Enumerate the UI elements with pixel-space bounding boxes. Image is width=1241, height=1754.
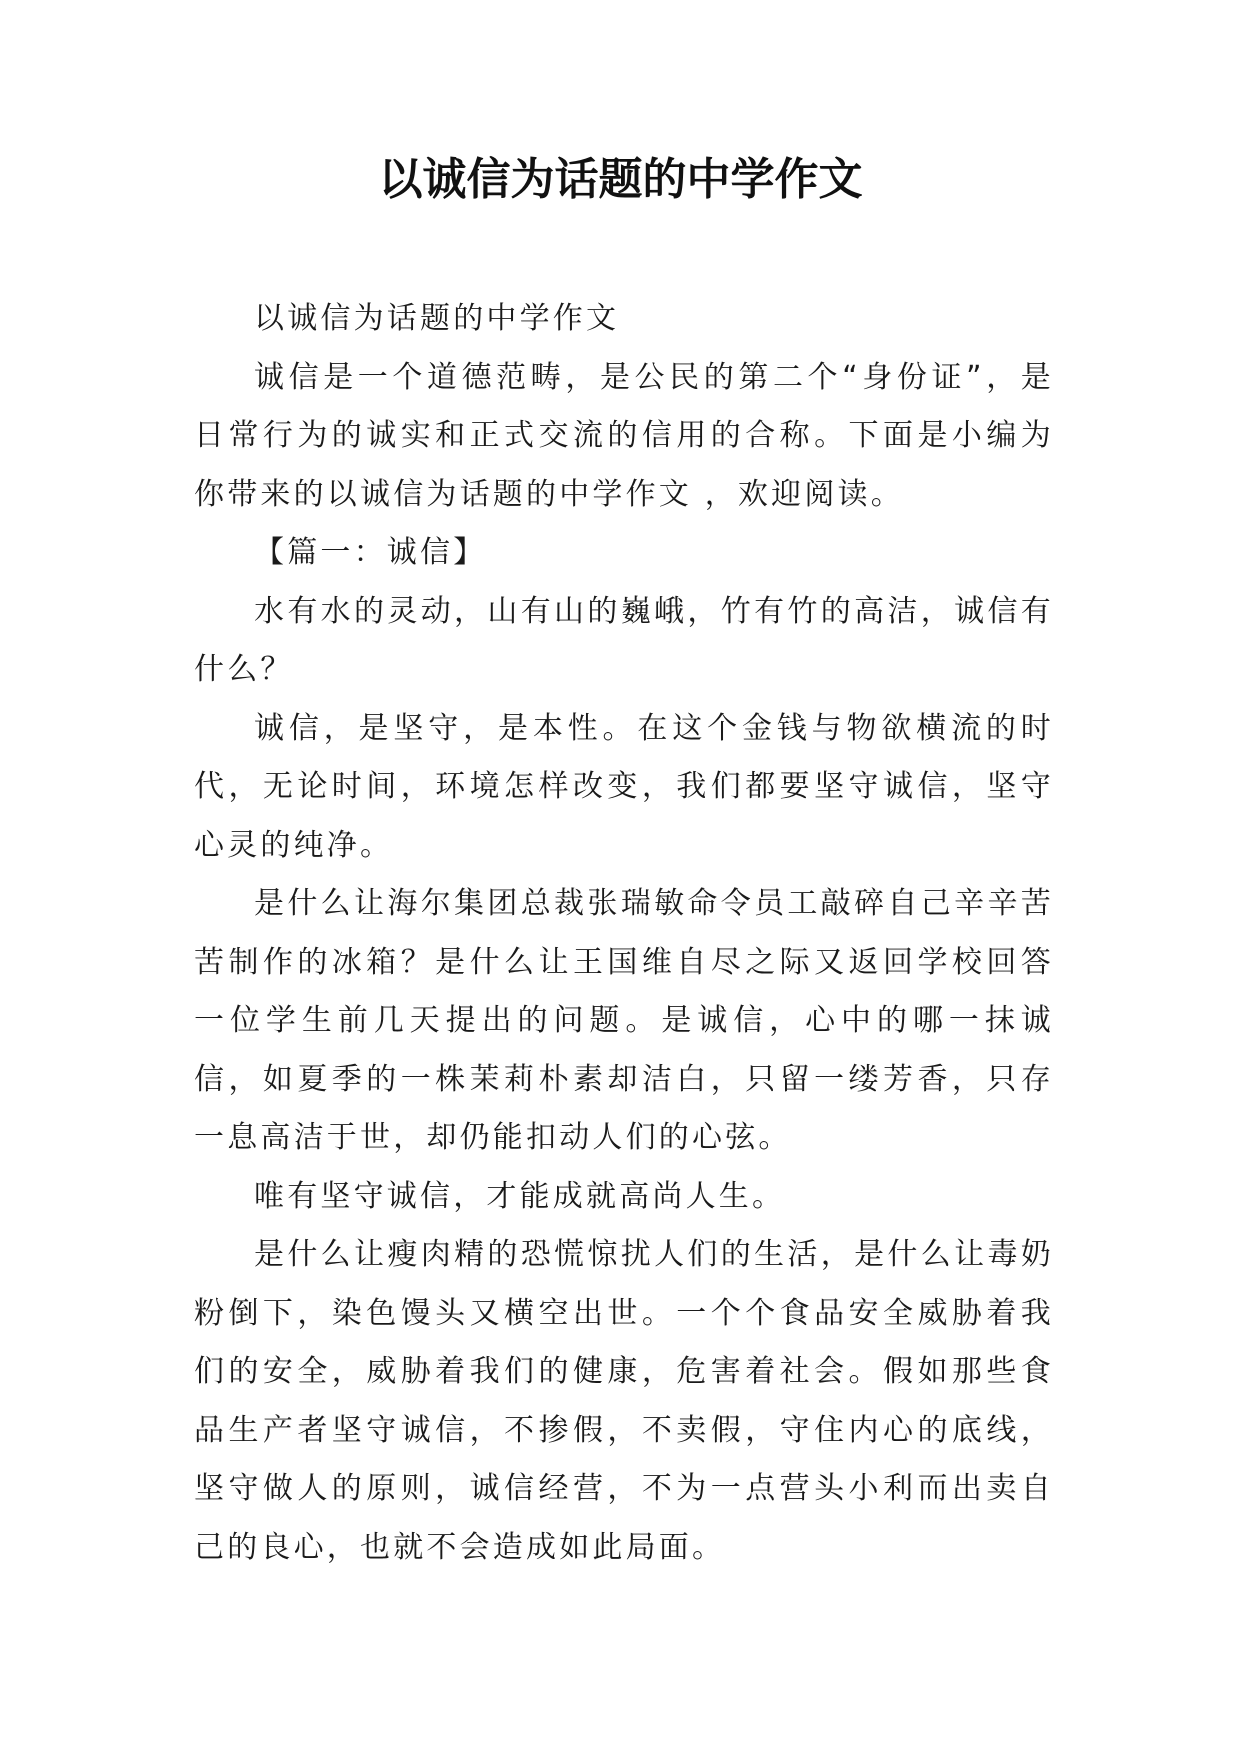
paragraph-intro: 诚信是一个道德范畴，是公民的第二个“身份证”，是日常行为的诚实和正式交流的信用的合称。下面是小编为你带来的以诚信为话题的中学作文 ，欢迎阅读。 — [194, 359, 1054, 512]
paragraph: 是什么让海尔集团总裁张瑞敏命令员工敲碎自己辛辛苦苦制作的冰箱？是什么让王国维自尽之际又返回学校回答一位学生前几天提出的问题。是诚信，心中的哪一抹诚信，如夏季的一株茉莉朴素却洁白，只留一缕芳香，只存一息高洁于世，却仍能扣动人们的心弦。 — [194, 886, 1054, 1155]
paragraph: 诚信，是坚守，是本性。在这个金钱与物欲横流的时代，无论时间，环境怎样改变，我们都要坚守诚信，坚守心灵的纯净。 — [194, 710, 1054, 863]
paragraph: 水有水的灵动，山有山的巍峨，竹有竹的高洁，诚信有什么？ — [194, 593, 1054, 687]
document-title: 以诚信为话题的中学作文 — [378, 154, 863, 205]
document-body — [194, 290, 1054, 1577]
paragraph: 是什么让瘦肉精的恐慌惊扰人们的生活，是什么让毒奶粉倒下，染色馒头又横空出世。一个个食品安全威胁着我们的安全，威胁着我们的健康，危害着社会。假如那些食品生产者坚守诚信，不掺假，不卖假，守住内心的底线，坚守做人的原则，诚信经营，不为一点营头小利而出卖自己的良心，也就不会造成如此局面。 — [194, 1237, 1054, 1565]
paragraph: 唯有坚守诚信，才能成就高尚人生。 — [254, 1178, 786, 1214]
section-heading: 【篇一：诚信】 — [254, 535, 487, 570]
paragraph-subtitle: 以诚信为话题的中学作文 — [254, 301, 620, 336]
